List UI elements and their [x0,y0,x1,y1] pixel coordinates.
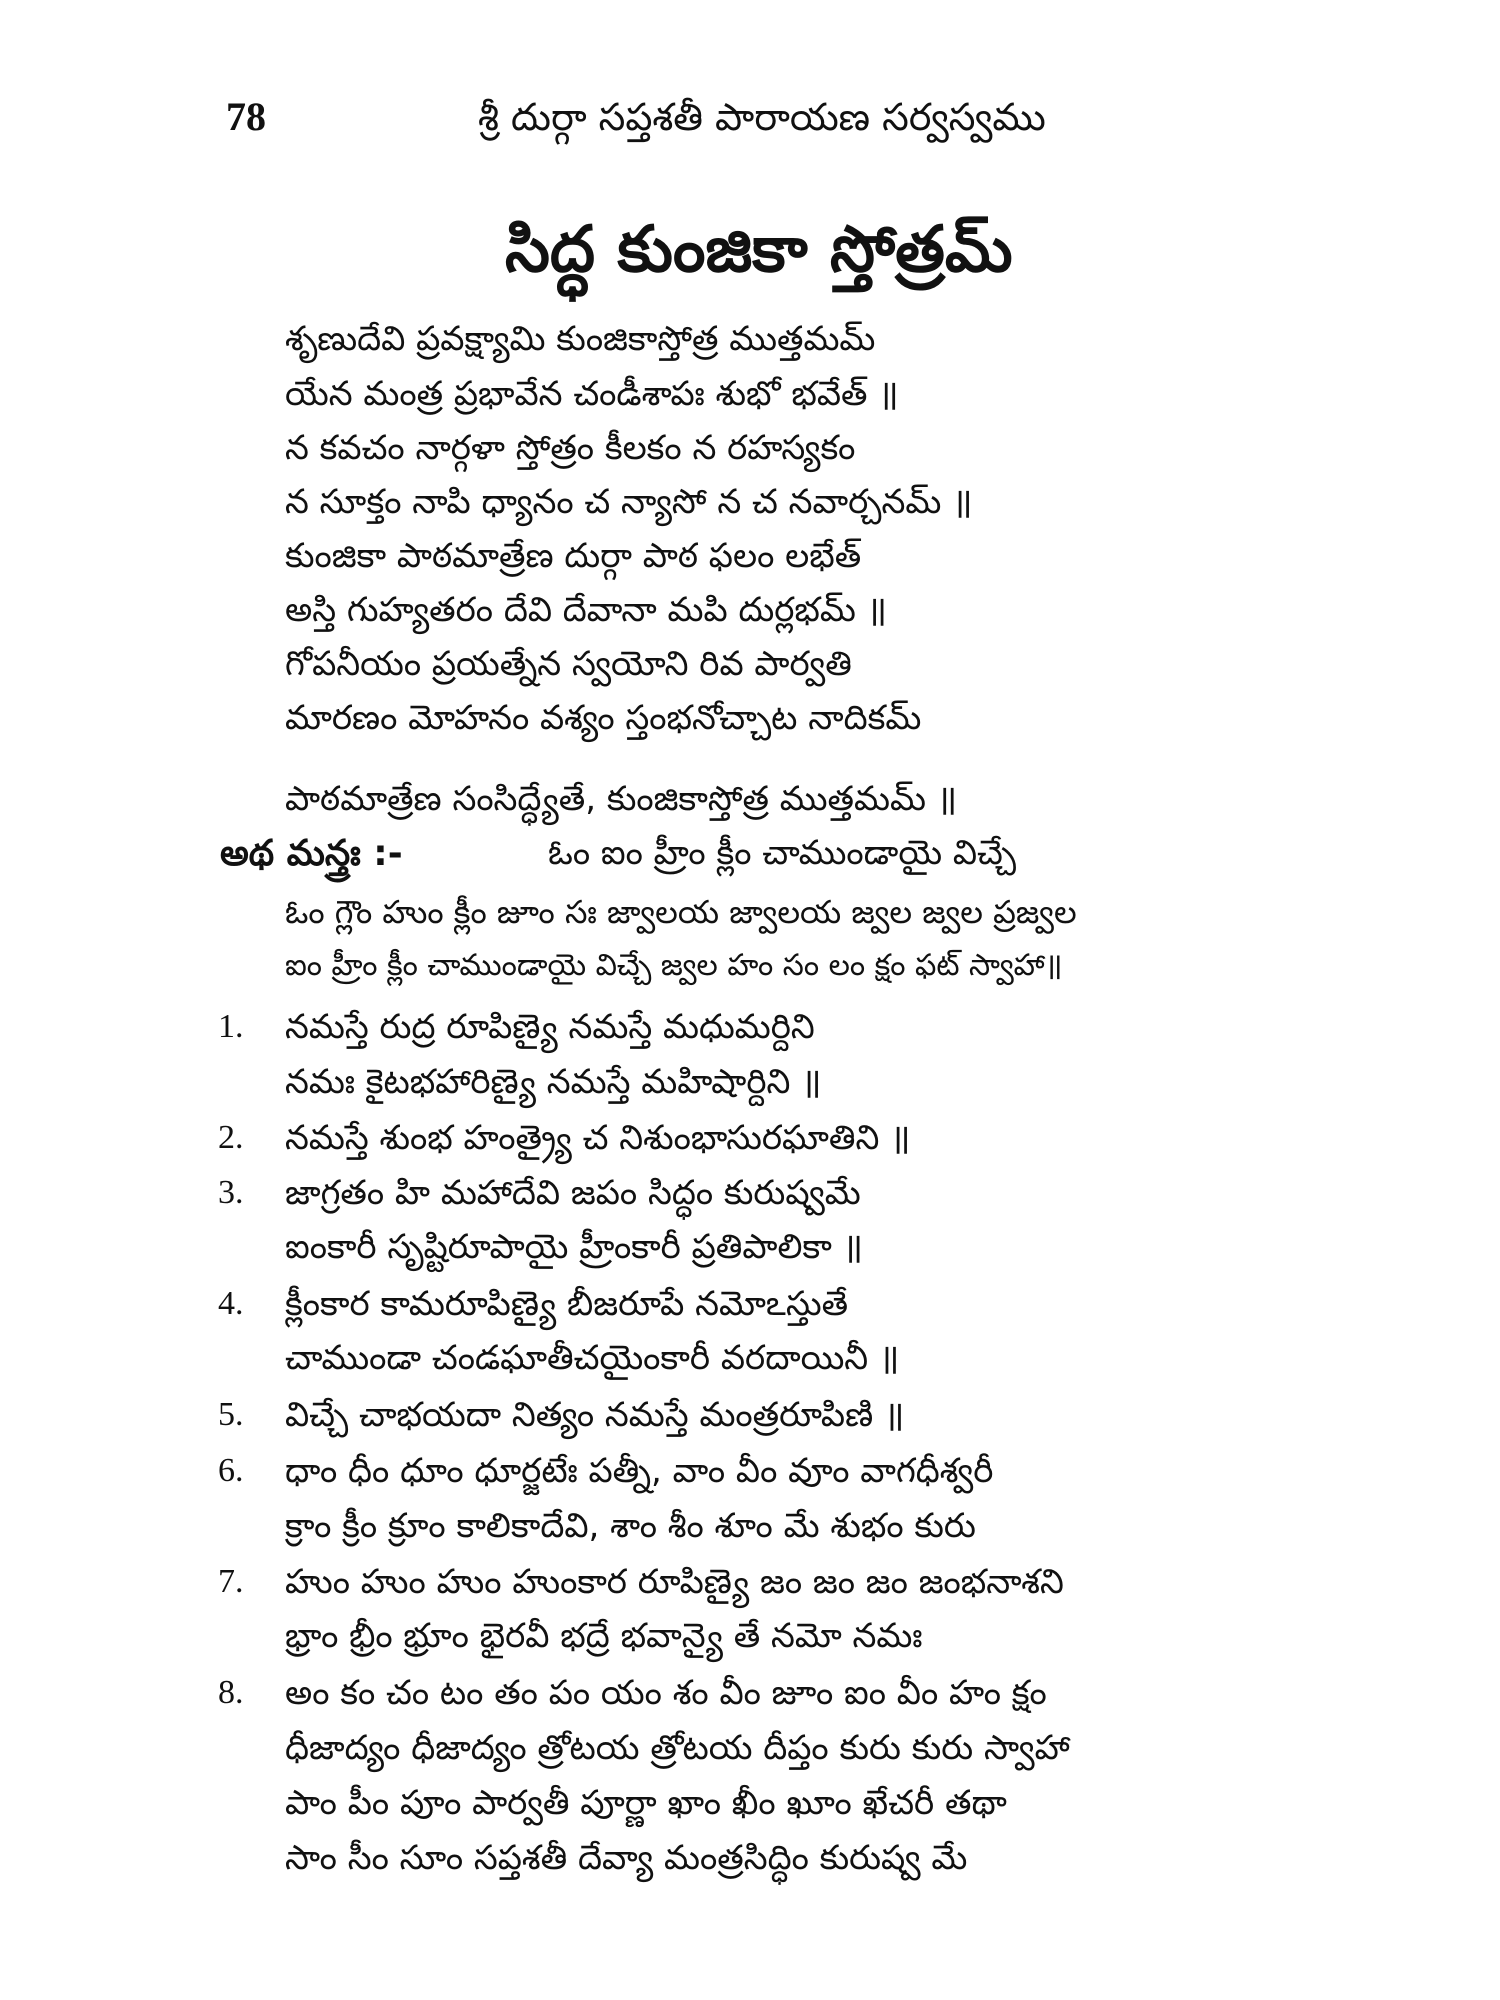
mantra-first-line: ఓం ఐం హ్రీం క్లీం చాముండాయై విచ్చే [548,833,1017,873]
running-header-title: శ్రీ దుర్గా సప్తశతీ పారాయణ సర్వస్వము [478,95,1046,139]
intro-line: న కవచం నార్గళా స్తోత్రం కీలకం న రహస్యకం [285,428,856,468]
verse-number: 3. [218,1174,244,1211]
verse-number: 8. [218,1674,244,1711]
verse-number: 5. [218,1396,244,1433]
verse-line: ధీజాద్యం ధీజాద్యం త్రోటయ త్రోటయ దీప్తం కురు కురు స్వాహా [285,1728,1070,1768]
verse-line: చాముండా చండఘాతీచయైంకారీ వరదాయినీ ॥ [285,1338,900,1378]
verse-number: 1. [218,1008,244,1045]
verse-number: 7. [218,1563,244,1600]
verse-line: పాం పీం పూం పార్వతీ పూర్ణా ఖాం ఖీం ఖూం ఖేచరీ తథా [285,1783,1007,1823]
verse-line: ధాం ధీం ధూం ధూర్జటేః పత్నీ, వాం వీం వూం వాగధీశ్వరీ [285,1451,994,1491]
page-number: 78 [226,94,266,139]
intro-line: పాఠమాత్రేణ సంసిద్ధ్యేతే, కుంజికాస్తోత్ర ముత్తమమ్ ॥ [285,779,958,819]
verse-line: భ్రాం భ్రీం భ్రూం భైరవీ భద్రే భవాన్యై తే నమో నమః [285,1616,923,1656]
verse-line: జాగ్రతం హి మహాదేవి జపం సిద్ధం కురుష్వమే [285,1173,861,1213]
verse-line: విచ్చే చాభయదా నిత్యం నమస్తే మంత్రరూపిణి ॥ [285,1395,905,1435]
mantra-label: అథ మన్త్రః :- [220,833,403,874]
verse-line: క్లీంకార కామరూపిణ్యై బీజరూపే నమోఽస్తుతే [285,1284,849,1324]
verse-number: 4. [218,1285,244,1322]
intro-line: మారణం మోహనం వశ్యం స్తంభనోచ్చాట నాదికమ్ [285,698,922,738]
verse-line: క్రాం క్రీం క్రూం కాలికాదేవి, శాం శీం శూం మే శుభం కురు [285,1506,976,1546]
intro-line: శృణుదేవి ప్రవక్ష్యామి కుంజికాస్తోత్ర ముత్తమమ్ [285,319,876,359]
intro-line: యేన మంత్ర ప్రభావేన చండీశాపః శుభో భవేత్ ॥ [285,374,899,414]
verse-line: నమస్తే శుంభ హంత్ర్యై చ నిశుంభాసురఘాతిని ॥ [285,1118,911,1158]
intro-line: గోపనీయం ప్రయత్నేన స్వయోని రివ పార్వతి [285,644,852,684]
verse-number: 2. [218,1119,244,1156]
verse-number: 6. [218,1452,244,1489]
mantra-line: ఓం గ్లౌం హుం క్లీం జూం సః జ్వాలయ జ్వాలయ జ్వల జ్వల ప్రజ్వల [285,893,1077,931]
intro-line: న సూక్తం నాపి ధ్యానం చ న్యాసో న చ నవార్చనమ్ ॥ [285,482,973,522]
intro-line: అస్తి గుహ్యతరం దేవి దేవానా మపి దుర్లభమ్ ॥ [285,590,888,630]
stotram-title: సిద్ధ కుంజికా స్తోత్రమ్ [505,213,1013,287]
verse-line: హుం హుం హుం హుంకార రూపిణ్యై జం జం జం జంభనాశని [285,1562,1064,1602]
verse-line: ఐంకారీ సృష్టిరూపాయై హ్రీంకారీ ప్రతిపాలికా ॥ [285,1227,864,1267]
verse-line: నమః కైటభహారిణ్యై నమస్తే మహిషార్దిని ॥ [285,1062,822,1102]
verse-line: అం కం చం టం తం పం యం శం వీం జూం ఐం వీం హం క్షం [285,1673,1047,1713]
verse-line: సాం సీం సూం సప్తశతీ దేవ్యా మంత్రసిద్ధిం కురుష్వ మే [285,1838,968,1878]
intro-line: కుంజికా పాఠమాత్రేణ దుర్గా పాఠ ఫలం లభేత్ [285,536,862,576]
verse-line: నమస్తే రుద్ర రూపిణ్యై నమస్తే మధుమర్దిని [285,1007,815,1047]
mantra-line: ఐం హ్రీం క్లీం చాముండాయై విచ్చే జ్వల హం సం లం క్షం ఫట్ స్వాహా॥ [285,948,1063,983]
